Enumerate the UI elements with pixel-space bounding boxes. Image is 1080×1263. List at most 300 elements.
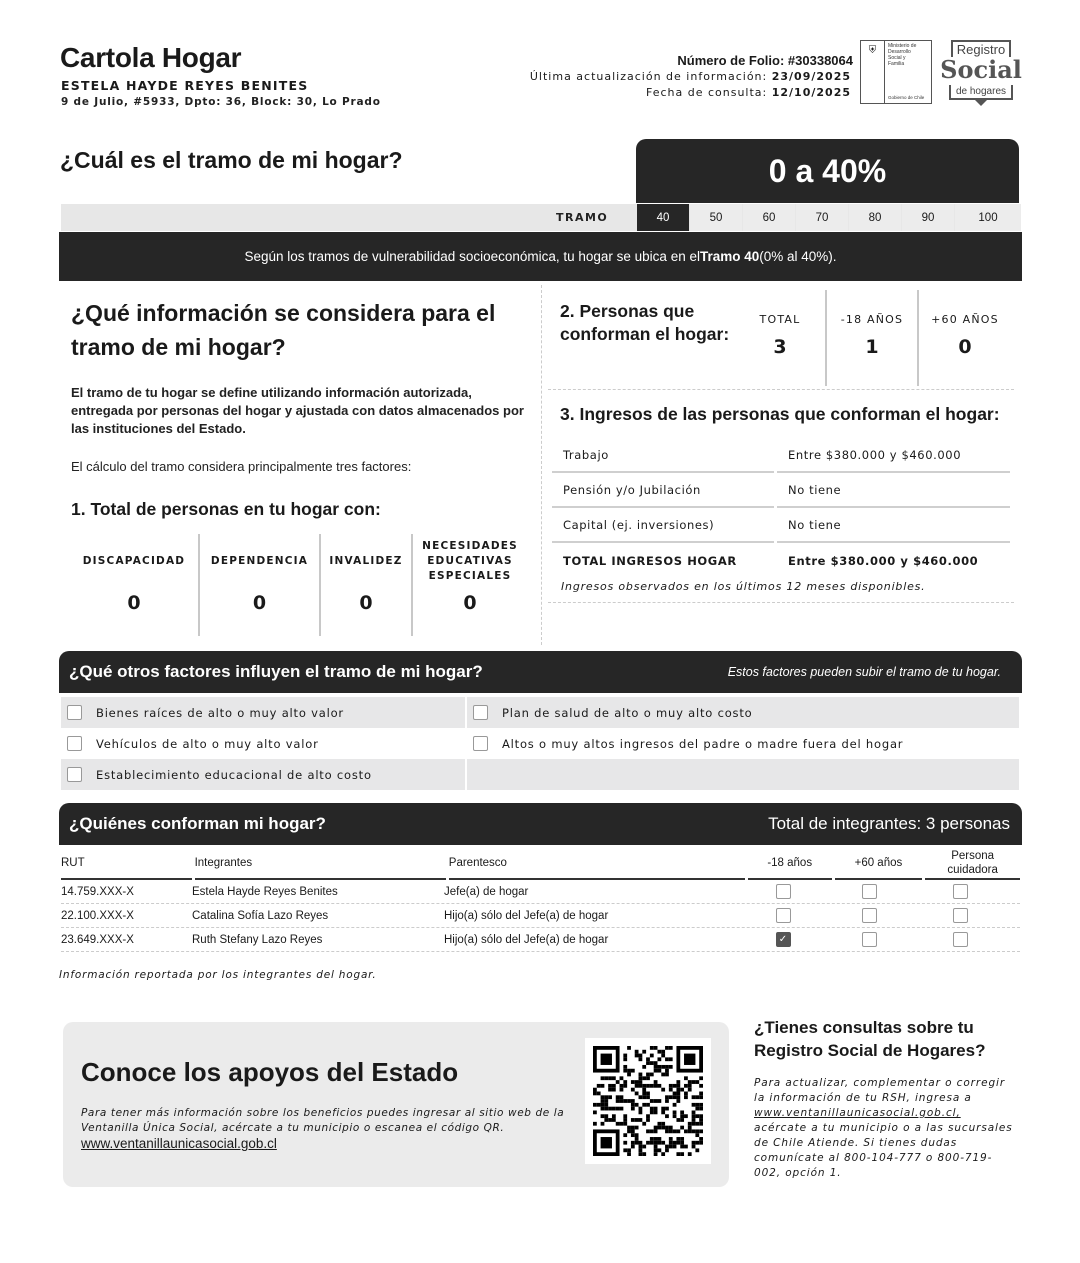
qr-module	[593, 1122, 597, 1126]
qr-module	[673, 1141, 677, 1145]
divider	[548, 389, 1014, 390]
qr-module	[639, 1107, 643, 1111]
qr-module	[642, 1103, 646, 1107]
qr-module	[654, 1065, 658, 1069]
qr-module	[646, 1092, 650, 1096]
factor1-dependencia	[200, 534, 321, 636]
support-title: Conoce los apoyos del Estado	[81, 1057, 459, 1087]
qr-module	[688, 1129, 692, 1133]
qr-module	[676, 1084, 680, 1088]
qr-module	[604, 1076, 608, 1080]
qr-module	[680, 1145, 684, 1149]
qr-module	[646, 1057, 650, 1061]
ministry-logo-footer: Gobierno de Chile	[888, 95, 925, 100]
folio-label: Número de Folio:	[677, 53, 785, 68]
qr-module	[676, 1137, 680, 1141]
income-label: Capital (ej. inversiones)	[552, 508, 774, 543]
qr-module	[623, 1114, 627, 1118]
qr-module	[676, 1095, 680, 1099]
qr-module	[631, 1118, 635, 1122]
qr-module	[699, 1095, 703, 1099]
factor-item	[61, 759, 465, 790]
qr-module	[688, 1084, 692, 1088]
consult-date-value: 12/10/2025	[771, 86, 851, 99]
qr-module	[673, 1095, 677, 1099]
qr-module	[620, 1107, 624, 1111]
qr-module	[627, 1099, 631, 1103]
factor-item-label: Bienes raíces de alto o muy alto valor	[96, 705, 344, 720]
income-label: TOTAL INGRESOS HOGAR	[563, 553, 737, 568]
factor-value: 0	[127, 592, 141, 614]
caregiver-checkbox[interactable]	[953, 932, 968, 947]
qr-module	[608, 1084, 612, 1088]
qr-module	[657, 1148, 661, 1152]
under18-checkbox[interactable]	[776, 908, 791, 923]
factor-label: -18 AÑOS	[840, 313, 904, 326]
tramo-banner-range: (0% al 40%).	[759, 249, 837, 264]
qr-module	[699, 1114, 703, 1118]
qr-module	[612, 1088, 616, 1092]
rsh-logo-top: Registro	[951, 40, 1011, 57]
qr-module	[635, 1103, 639, 1107]
column-header: RUT	[61, 848, 192, 880]
qr-module	[635, 1118, 639, 1122]
checkbox[interactable]	[473, 736, 488, 751]
qr-module	[665, 1148, 669, 1152]
factor-label: NECESIDADES EDUCATIVAS ESPECIALES	[422, 539, 518, 582]
member-relation: Hijo(a) sólo del Jefe(a) de hogar	[444, 933, 609, 946]
qr-module	[676, 1118, 680, 1122]
qr-module	[695, 1095, 699, 1099]
factor-label: INVALIDEZ	[329, 554, 403, 567]
tramo-cell-80: 80	[849, 204, 901, 231]
qr-module	[593, 1088, 597, 1092]
qr-module	[699, 1084, 703, 1088]
qr-module	[597, 1103, 601, 1107]
tramo-question: ¿Cuál es el tramo de mi hogar?	[60, 147, 403, 173]
column-header: Parentesco	[449, 848, 745, 880]
qr-module	[650, 1137, 654, 1141]
empty-cell	[465, 759, 1019, 790]
qr-module	[673, 1110, 677, 1114]
tramo-cell-40: 40	[637, 204, 689, 231]
income-table	[552, 438, 1010, 578]
qr-module	[627, 1152, 631, 1156]
qr-module	[616, 1080, 620, 1084]
qr-module	[695, 1141, 699, 1145]
over60-checkbox[interactable]	[862, 908, 877, 923]
qr-module	[642, 1122, 646, 1126]
qr-module	[669, 1065, 673, 1069]
qr-module	[639, 1118, 643, 1122]
qr-module	[639, 1054, 643, 1058]
caregiver-checkbox[interactable]	[953, 884, 968, 899]
qr-module	[654, 1141, 658, 1145]
qr-module	[608, 1076, 612, 1080]
last-update	[530, 70, 851, 83]
qr-module	[635, 1054, 639, 1058]
table-row	[61, 880, 1020, 904]
qr-module	[642, 1092, 646, 1096]
qr-module	[657, 1057, 661, 1061]
factor2-title: 2. Personas que conforman el hogar:	[560, 301, 730, 344]
qr-module	[669, 1145, 673, 1149]
qr-module	[699, 1076, 703, 1080]
qr-module	[665, 1099, 669, 1103]
qr-module	[597, 1084, 601, 1088]
factor-value: 0	[359, 592, 373, 614]
qr-module	[631, 1088, 635, 1092]
qr-module	[616, 1099, 620, 1103]
qr-module	[631, 1107, 635, 1111]
income-value: No tiene	[777, 508, 1010, 543]
tramo-banner-highlight: Tramo 40	[699, 249, 760, 264]
qr-module	[604, 1114, 608, 1118]
qr-module	[623, 1118, 627, 1122]
qr-module	[673, 1129, 677, 1133]
speech-pointer-icon	[974, 99, 988, 106]
qr-module	[684, 1092, 688, 1096]
factor-label: DEPENDENCIA	[210, 554, 309, 567]
qr-module	[654, 1080, 658, 1084]
qr-module	[699, 1137, 703, 1141]
qr-module	[639, 1145, 643, 1149]
income-value: Entre $380.000 y $460.000	[777, 438, 1010, 473]
qr-module	[684, 1145, 688, 1149]
qr-module	[604, 1107, 608, 1111]
qr-module	[676, 1129, 680, 1133]
other-factors-header	[59, 651, 1022, 693]
qr-module	[642, 1050, 646, 1054]
qr-module	[661, 1141, 665, 1145]
factor-label: DISCAPACIDAD	[82, 554, 186, 567]
qr-module	[673, 1103, 677, 1107]
qr-module	[635, 1080, 639, 1084]
qr-module	[608, 1095, 612, 1099]
qr-module	[669, 1088, 673, 1092]
household-head-name: ESTELA HAYDE REYES BENITES	[61, 78, 309, 93]
qr-module	[654, 1129, 658, 1133]
qr-module	[695, 1103, 699, 1107]
qr-module	[627, 1129, 631, 1133]
qr-module	[623, 1133, 627, 1137]
qr-module	[631, 1126, 635, 1130]
tramo-cell-100: 100	[955, 204, 1021, 231]
factor-value: 3	[773, 336, 787, 358]
qr-module	[604, 1099, 608, 1103]
member-name: Estela Hayde Reyes Benites	[192, 885, 338, 898]
qr-module	[669, 1084, 673, 1088]
qr-module	[601, 1122, 605, 1126]
registro-social-logo	[940, 40, 1022, 106]
ministry-logo-line: Familia	[888, 61, 905, 67]
checkbox[interactable]	[67, 736, 82, 751]
qr-module	[612, 1084, 616, 1088]
qr-module	[680, 1118, 684, 1122]
member-name: Catalina Sofía Lazo Reyes	[192, 909, 329, 922]
under18-checkbox[interactable]	[776, 884, 791, 899]
factor-value: 1	[865, 336, 879, 358]
folio-value: #30338064	[787, 53, 853, 68]
qr-module	[612, 1107, 616, 1111]
qr-module	[631, 1103, 635, 1107]
household-address: 9 de Julio, #5933, Dpto: 36, Block: 30, Lo Prado	[61, 96, 381, 108]
qr-module	[654, 1110, 658, 1114]
qr-module	[604, 1103, 608, 1107]
help-text	[754, 1076, 1014, 1181]
table-row	[61, 904, 1020, 928]
qr-module	[623, 1080, 627, 1084]
qr-code-graphic	[593, 1046, 703, 1156]
members-note: Información reportada por los integrantes del hogar.	[59, 969, 377, 981]
checkbox[interactable]	[67, 767, 82, 782]
qr-module	[657, 1084, 661, 1088]
qr-module	[699, 1103, 703, 1107]
qr-module	[646, 1114, 650, 1118]
qr-module	[665, 1069, 669, 1073]
column-header: Persona cuidadora	[925, 848, 1020, 880]
under18-checkbox-checked[interactable]	[776, 932, 791, 947]
qr-module	[631, 1080, 635, 1084]
qr-module	[688, 1122, 692, 1126]
qr-module	[661, 1122, 665, 1126]
qr-module	[692, 1122, 696, 1126]
qr-module	[642, 1084, 646, 1088]
members-header	[59, 803, 1022, 845]
qr-module	[620, 1122, 624, 1126]
qr-module	[635, 1126, 639, 1130]
qr-module	[627, 1126, 631, 1130]
income-note: Ingresos observados en los últimos 12 meses disponibles.	[561, 580, 926, 593]
qr-module	[661, 1107, 665, 1111]
tramo-cell-60: 60	[743, 204, 795, 231]
column-header: +60 años	[835, 848, 923, 880]
qr-module	[680, 1141, 684, 1145]
qr-module	[695, 1129, 699, 1133]
qr-module	[646, 1095, 650, 1099]
qr-module	[699, 1141, 703, 1145]
factor-item	[61, 697, 465, 728]
qr-module	[684, 1076, 688, 1080]
factor1-discapacidad	[70, 534, 200, 636]
factor-item	[465, 697, 1019, 728]
info-question: ¿Qué información se considera para el tramo de mi hogar?	[71, 300, 496, 360]
help-title: ¿Tienes consultas sobre tu Registro Social de Hogares?	[754, 1018, 986, 1060]
qr-module	[620, 1084, 624, 1088]
qr-code-icon[interactable]	[585, 1038, 711, 1164]
qr-module	[688, 1080, 692, 1084]
qr-module	[695, 1107, 699, 1111]
last-update-value: 23/09/2025	[771, 70, 851, 83]
qr-module	[661, 1110, 665, 1114]
qr-module	[642, 1088, 646, 1092]
qr-module	[631, 1129, 635, 1133]
qr-module	[654, 1152, 658, 1156]
qr-module	[692, 1118, 696, 1122]
qr-module	[676, 1152, 680, 1156]
qr-module	[650, 1129, 654, 1133]
factor3-title: 3. Ingresos de las personas que conforman el hogar:	[560, 404, 1000, 424]
document-title: Cartola Hogar	[60, 42, 242, 73]
qr-module	[593, 1092, 597, 1096]
qr-module	[661, 1054, 665, 1058]
over60-checkbox[interactable]	[862, 884, 877, 899]
qr-module	[688, 1126, 692, 1130]
qr-module	[695, 1133, 699, 1137]
qr-module	[616, 1122, 620, 1126]
qr-module	[623, 1084, 627, 1088]
qr-module	[635, 1137, 639, 1141]
qr-module	[601, 1084, 605, 1088]
factor2-grid	[735, 290, 1011, 386]
qr-module	[673, 1114, 677, 1118]
qr-module	[639, 1073, 643, 1077]
table-row	[61, 928, 1020, 952]
qr-module	[695, 1122, 699, 1126]
over60-checkbox[interactable]	[862, 932, 877, 947]
checkbox[interactable]	[67, 705, 82, 720]
factor-item-label: Plan de salud de alto o muy alto costo	[502, 705, 753, 720]
qr-module	[623, 1054, 627, 1058]
qr-module	[654, 1061, 658, 1065]
qr-module	[639, 1141, 643, 1145]
other-factors-subtitle: Estos factores pueden subir el tramo de tu hogar.	[727, 665, 1001, 679]
qr-module	[601, 1107, 605, 1111]
qr-module	[654, 1084, 658, 1088]
qr-module	[692, 1103, 696, 1107]
qr-module	[692, 1114, 696, 1118]
qr-module	[623, 1099, 627, 1103]
member-rut: 23.649.XXX-X	[61, 933, 134, 946]
qr-module	[650, 1046, 654, 1050]
factor-value: 0	[463, 592, 477, 614]
qr-module	[669, 1095, 673, 1099]
qr-module	[661, 1126, 665, 1130]
qr-module	[631, 1069, 635, 1073]
factor-value: 0	[252, 592, 267, 614]
qr-module	[635, 1133, 639, 1137]
help-link[interactable]: www.ventanillaunicasocial.gob.cl,	[754, 1107, 961, 1119]
qr-module	[669, 1129, 673, 1133]
caregiver-checkbox[interactable]	[953, 908, 968, 923]
qr-module	[601, 1076, 605, 1080]
column-divider	[541, 285, 542, 645]
member-rut: 22.100.XXX-X	[61, 909, 134, 922]
qr-module	[692, 1141, 696, 1145]
qr-module	[692, 1129, 696, 1133]
qr-module	[612, 1118, 616, 1122]
qr-module	[650, 1084, 654, 1088]
qr-module	[669, 1046, 673, 1050]
qr-module	[692, 1095, 696, 1099]
qr-finder	[601, 1137, 612, 1148]
qr-module	[657, 1122, 661, 1126]
qr-module	[657, 1126, 661, 1130]
qr-module	[620, 1099, 624, 1103]
qr-module	[650, 1073, 654, 1077]
rsh-logo-bottom: de hogares	[949, 85, 1013, 100]
income-label: Pensión y/o Jubilación	[552, 473, 774, 508]
qr-module	[699, 1118, 703, 1122]
tramo-banner	[59, 232, 1022, 281]
qr-module	[593, 1103, 597, 1107]
qr-module	[601, 1099, 605, 1103]
ventanilla-link[interactable]: www.ventanillaunicasocial.gob.cl	[81, 1136, 277, 1151]
qr-module	[635, 1092, 639, 1096]
qr-module	[665, 1145, 669, 1149]
qr-module	[688, 1088, 692, 1092]
qr-module	[612, 1076, 616, 1080]
qr-module	[650, 1141, 654, 1145]
factor-label: TOTAL	[759, 313, 801, 326]
checkbox[interactable]	[473, 705, 488, 720]
qr-module	[657, 1141, 661, 1145]
members-table	[61, 848, 1020, 952]
factor-value: 0	[958, 336, 972, 358]
column-header: -18 años	[748, 848, 832, 880]
qr-module	[680, 1110, 684, 1114]
qr-module	[623, 1057, 627, 1061]
factor2-under18	[827, 290, 919, 386]
rsh-logo-middle: Social	[940, 55, 1022, 84]
qr-module	[680, 1114, 684, 1118]
qr-module	[612, 1114, 616, 1118]
qr-module	[665, 1073, 669, 1077]
qr-module	[646, 1141, 650, 1145]
qr-module	[692, 1080, 696, 1084]
qr-module	[699, 1107, 703, 1111]
qr-module	[650, 1110, 654, 1114]
other-factors-list	[61, 697, 1019, 790]
qr-module	[631, 1133, 635, 1137]
qr-module	[676, 1092, 680, 1096]
income-value: No tiene	[777, 473, 1010, 508]
qr-module	[654, 1099, 658, 1103]
qr-module	[661, 1050, 665, 1054]
column-header: Integrantes	[195, 848, 446, 880]
qr-module	[639, 1080, 643, 1084]
qr-module	[684, 1084, 688, 1088]
qr-module	[650, 1099, 654, 1103]
qr-module	[676, 1099, 680, 1103]
qr-module	[620, 1076, 624, 1080]
qr-module	[699, 1122, 703, 1126]
qr-module	[646, 1103, 650, 1107]
qr-module	[695, 1080, 699, 1084]
qr-module	[657, 1137, 661, 1141]
member-rut: 14.759.XXX-X	[61, 885, 134, 898]
qr-module	[680, 1137, 684, 1141]
qr-module	[665, 1107, 669, 1111]
qr-module	[676, 1088, 680, 1092]
factor-item	[61, 728, 465, 759]
support-card	[63, 1022, 729, 1187]
income-label: Trabajo	[552, 438, 774, 473]
qr-module	[608, 1088, 612, 1092]
factor-item-label: Altos o muy altos ingresos del padre o madre fuera del hogar	[502, 736, 904, 751]
qr-module	[646, 1084, 650, 1088]
qr-module	[692, 1110, 696, 1114]
qr-module	[601, 1114, 605, 1118]
info-paragraph	[71, 384, 531, 438]
info-text: entregada por personas del hogar y ajustada con datos almacenados por las instituciones del Estado.	[71, 403, 524, 436]
factor-item-label: Establecimiento educacional de alto costo	[96, 767, 372, 782]
qr-module	[635, 1141, 639, 1145]
tramo-cell-70: 70	[796, 204, 848, 231]
qr-module	[642, 1145, 646, 1149]
qr-module	[654, 1148, 658, 1152]
ministry-logo-line: Social y	[888, 55, 906, 61]
